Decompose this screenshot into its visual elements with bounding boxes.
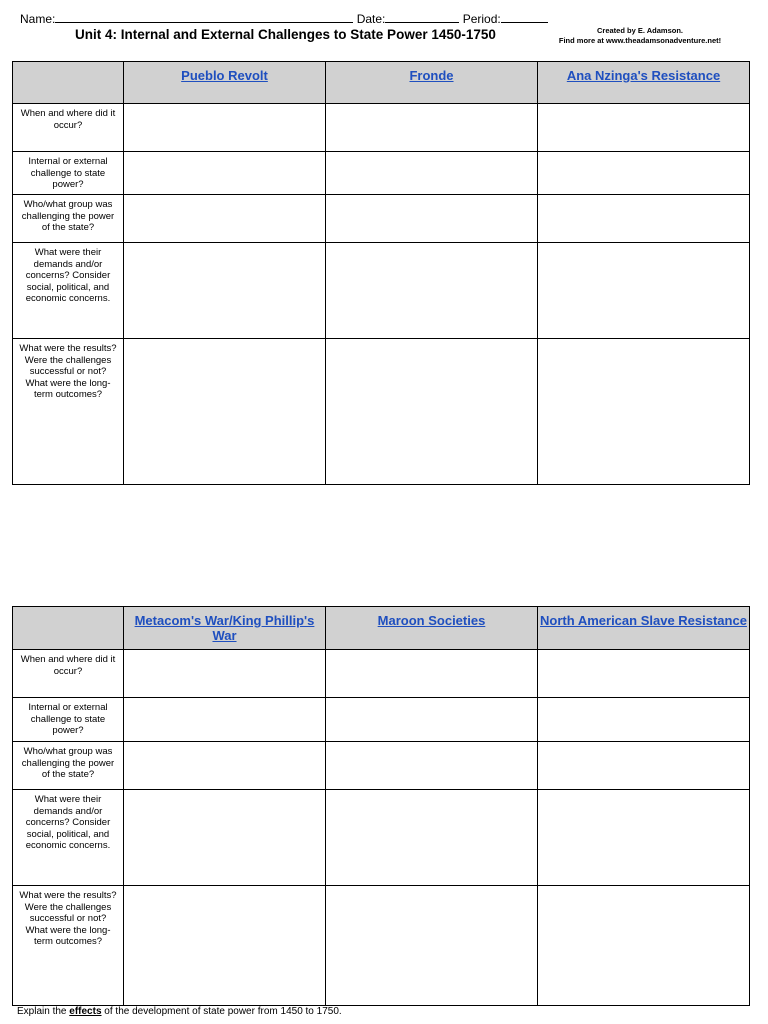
period-blank[interactable] [501,11,548,23]
answer-cell[interactable] [124,886,326,1006]
answer-cell[interactable] [538,104,750,152]
credit-author: Created by E. Adamson. [597,26,683,35]
answer-cell[interactable] [326,650,538,698]
answer-cell[interactable] [124,698,326,742]
answer-cell[interactable] [538,195,750,243]
answer-cell[interactable] [538,742,750,790]
essay-prompt-emphasis: effects [69,1006,102,1017]
corner-cell [13,607,124,650]
credit-website: Find more at www.theadamsonadventure.net! [558,36,722,45]
date-label: Date: [356,12,386,26]
answer-cell[interactable] [538,886,750,1006]
row-label-who-challenging: Who/what group was challenging the power of the state? [13,742,124,790]
row-label-when-where: When and where did it occur? [13,650,124,698]
table-row [13,742,750,790]
essay-prompt-prefix: Explain the [17,1006,67,1017]
answer-cell[interactable] [124,742,326,790]
table-row [13,104,750,152]
table-row [13,790,750,886]
answer-cell[interactable] [538,152,750,195]
column-header-pueblo-revolt[interactable]: Pueblo Revolt [124,62,326,104]
answer-cell[interactable] [326,742,538,790]
answer-cell[interactable] [538,790,750,886]
period-label: Period: [462,12,501,26]
answer-cell[interactable] [124,650,326,698]
date-blank[interactable] [385,11,459,23]
row-label-demands-concerns: What were their demands and/or concerns? Consider social, political, and economic concerns. [13,243,124,339]
column-header-ana-nzinga[interactable]: Ana Nzinga's Resistance [538,62,750,104]
essay-prompt [17,1006,342,1017]
table-row [13,698,750,742]
answer-cell[interactable] [326,698,538,742]
table-row [13,339,750,485]
answer-cell[interactable] [326,886,538,1006]
answer-cell[interactable] [124,152,326,195]
answer-cell[interactable] [326,790,538,886]
challenges-table-1 [12,61,750,485]
challenges-table-2 [12,606,750,1006]
table-row [13,195,750,243]
row-label-results: What were the results? Were the challenges successful or not? What were the long-term outcomes? [13,886,124,1006]
answer-cell[interactable] [538,243,750,339]
row-label-when-where: When and where did it occur? [13,104,124,152]
row-label-who-challenging: Who/what group was challenging the power of the state? [13,195,124,243]
table-row [13,152,750,195]
column-header-metacoms-war[interactable]: Metacom's War/King Phillip's War [124,607,326,650]
name-label: Name: [20,12,56,26]
answer-cell[interactable] [538,650,750,698]
answer-cell[interactable] [124,243,326,339]
row-label-internal-external: Internal or external challenge to state power? [13,152,124,195]
table-row [13,650,750,698]
essay-prompt-suffix: of the development of state power from 1450 to 1750. [104,1006,342,1017]
row-label-internal-external: Internal or external challenge to state power? [13,698,124,742]
answer-cell[interactable] [326,195,538,243]
answer-cell[interactable] [124,195,326,243]
table-row [13,886,750,1006]
row-label-demands-concerns: What were their demands and/or concerns? Consider social, political, and economic concerns. [13,790,124,886]
worksheet-title: Unit 4: Internal and External Challenges to State Power 1450-1750 [75,27,496,42]
answer-cell[interactable] [124,104,326,152]
answer-cell[interactable] [326,104,538,152]
answer-cell[interactable] [538,339,750,485]
name-blank[interactable] [55,11,353,23]
column-header-fronde[interactable]: Fronde [326,62,538,104]
table-header-row [13,62,750,104]
column-header-slave-resistance[interactable]: North American Slave Resistance [538,607,750,650]
answer-cell[interactable] [326,152,538,195]
student-info-line [20,11,548,26]
answer-cell[interactable] [124,790,326,886]
credit-block [540,26,740,46]
answer-cell[interactable] [326,243,538,339]
answer-cell[interactable] [124,339,326,485]
corner-cell [13,62,124,104]
table-row [13,243,750,339]
answer-cell[interactable] [538,698,750,742]
row-label-results: What were the results? Were the challenges successful or not? What were the long-term outcomes? [13,339,124,485]
answer-cell[interactable] [326,339,538,485]
column-header-maroon-societies[interactable]: Maroon Societies [326,607,538,650]
table-header-row [13,607,750,650]
